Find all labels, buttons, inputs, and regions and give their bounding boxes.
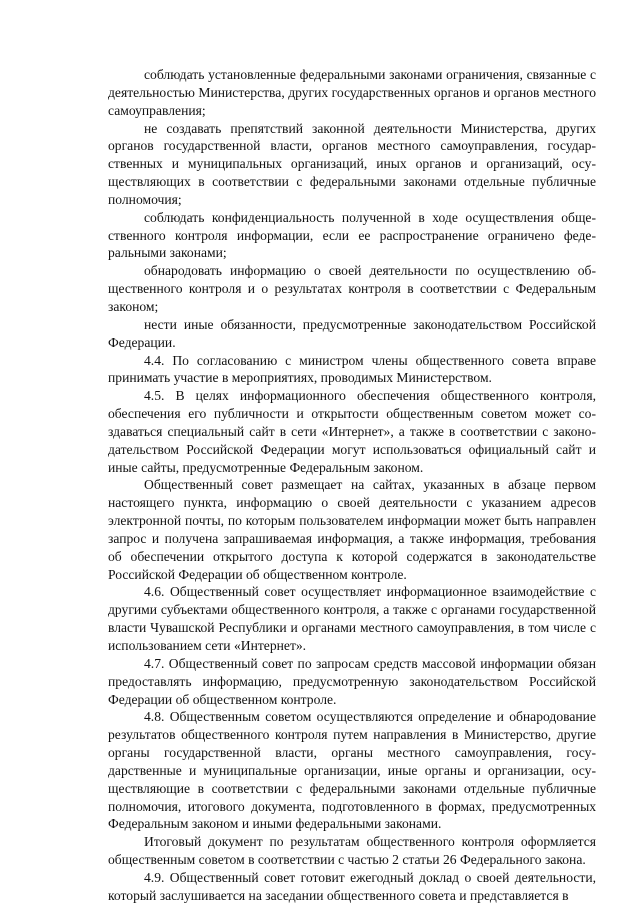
paragraph: нести иные обязанности, предусмотренные законодательством Российской Федерации. <box>108 316 596 350</box>
paragraph: соблюдать конфиденциальность полученной в ходе осуществления общественного контроля информации, если ее распространение ограничено федеральными законами; <box>108 209 596 261</box>
paragraph: 4.9. Общественный совет готовит ежегодный доклад о своей деятельности, который заслушивается на заседании общественного совета и представляется в <box>108 869 596 903</box>
paragraph: не создавать препятствий законной деятельности Министерства, других органов государственной власти, органов местного самоуправления, государственных и муниципальных организаций, иных органов и организаций, осуществляющих в соответствии с федеральными законами отдельные публичные полномочия; <box>108 120 596 207</box>
paragraph: 4.8. Общественным советом осуществляются определение и обнародование результатов общественного контроля путем направления в Министерство, другие органы государственной власти, органы местного самоуправления, государственные и муниципальные организации, иные органы и организации, осуществляющие в соответствии с федеральными законами отдельные публичные полномочия, итогового документа, подготовленного в формах, предусмотренных Федеральным законом и иными федеральными законами. <box>108 709 596 832</box>
paragraph: 4.6. Общественный совет осуществляет информационное взаимодействие с другими субъектами общественного контроля, а также с органами государственной власти Чувашской Республики и органами местного самоуправления, в том числе с использованием сети «Интернет». <box>108 584 596 653</box>
document-page <box>108 66 596 905</box>
paragraph: 4.4. По согласованию с министром члены общественного совета вправе принимать участие в мероприятиях, проводимых Министерством. <box>108 352 596 386</box>
paragraph: Итоговый документ по результатам общественного контроля оформляется общественным советом в соответствии с частью 2 статьи 26 Федерального закона. <box>108 834 596 868</box>
paragraph: 4.5. В целях информационного обеспечения общественного контроля, обеспечения его публичности и открытости общественным советом может создаваться специальный сайт в сети «Интернет», а также в соответствии с законодательством Российской Федерации могут использоваться официальный сайт и иные сайты, предусмотренные Федеральным законом. <box>108 388 596 475</box>
paragraph: соблюдать установленные федеральными законами ограничения, связанные с деятельностью Министерства, других государственных органов и органов местного самоуправления; <box>108 67 596 118</box>
paragraph: обнародовать информацию о своей деятельности по осуществлению общественного контроля и о результатах контроля в соответствии с Федеральным законом; <box>108 263 596 314</box>
paragraph: Общественный совет размещает на сайтах, указанных в абзаце первом настоящего пункта, информацию о своей деятельности с указанием адресов электронной почты, по которым пользователем информации может быть направлен запрос и получена запрашиваемая информация, а также информация, требования об обеспечении открытого доступа к которой содержатся в законодательстве Российской Федерации об общественном контроле. <box>108 477 596 582</box>
paragraph: 4.7. Общественный совет по запросам средств массовой информации обязан предоставлять информацию, предусмотренную законодательством Российской Федерации об общественном контроле. <box>108 655 596 707</box>
